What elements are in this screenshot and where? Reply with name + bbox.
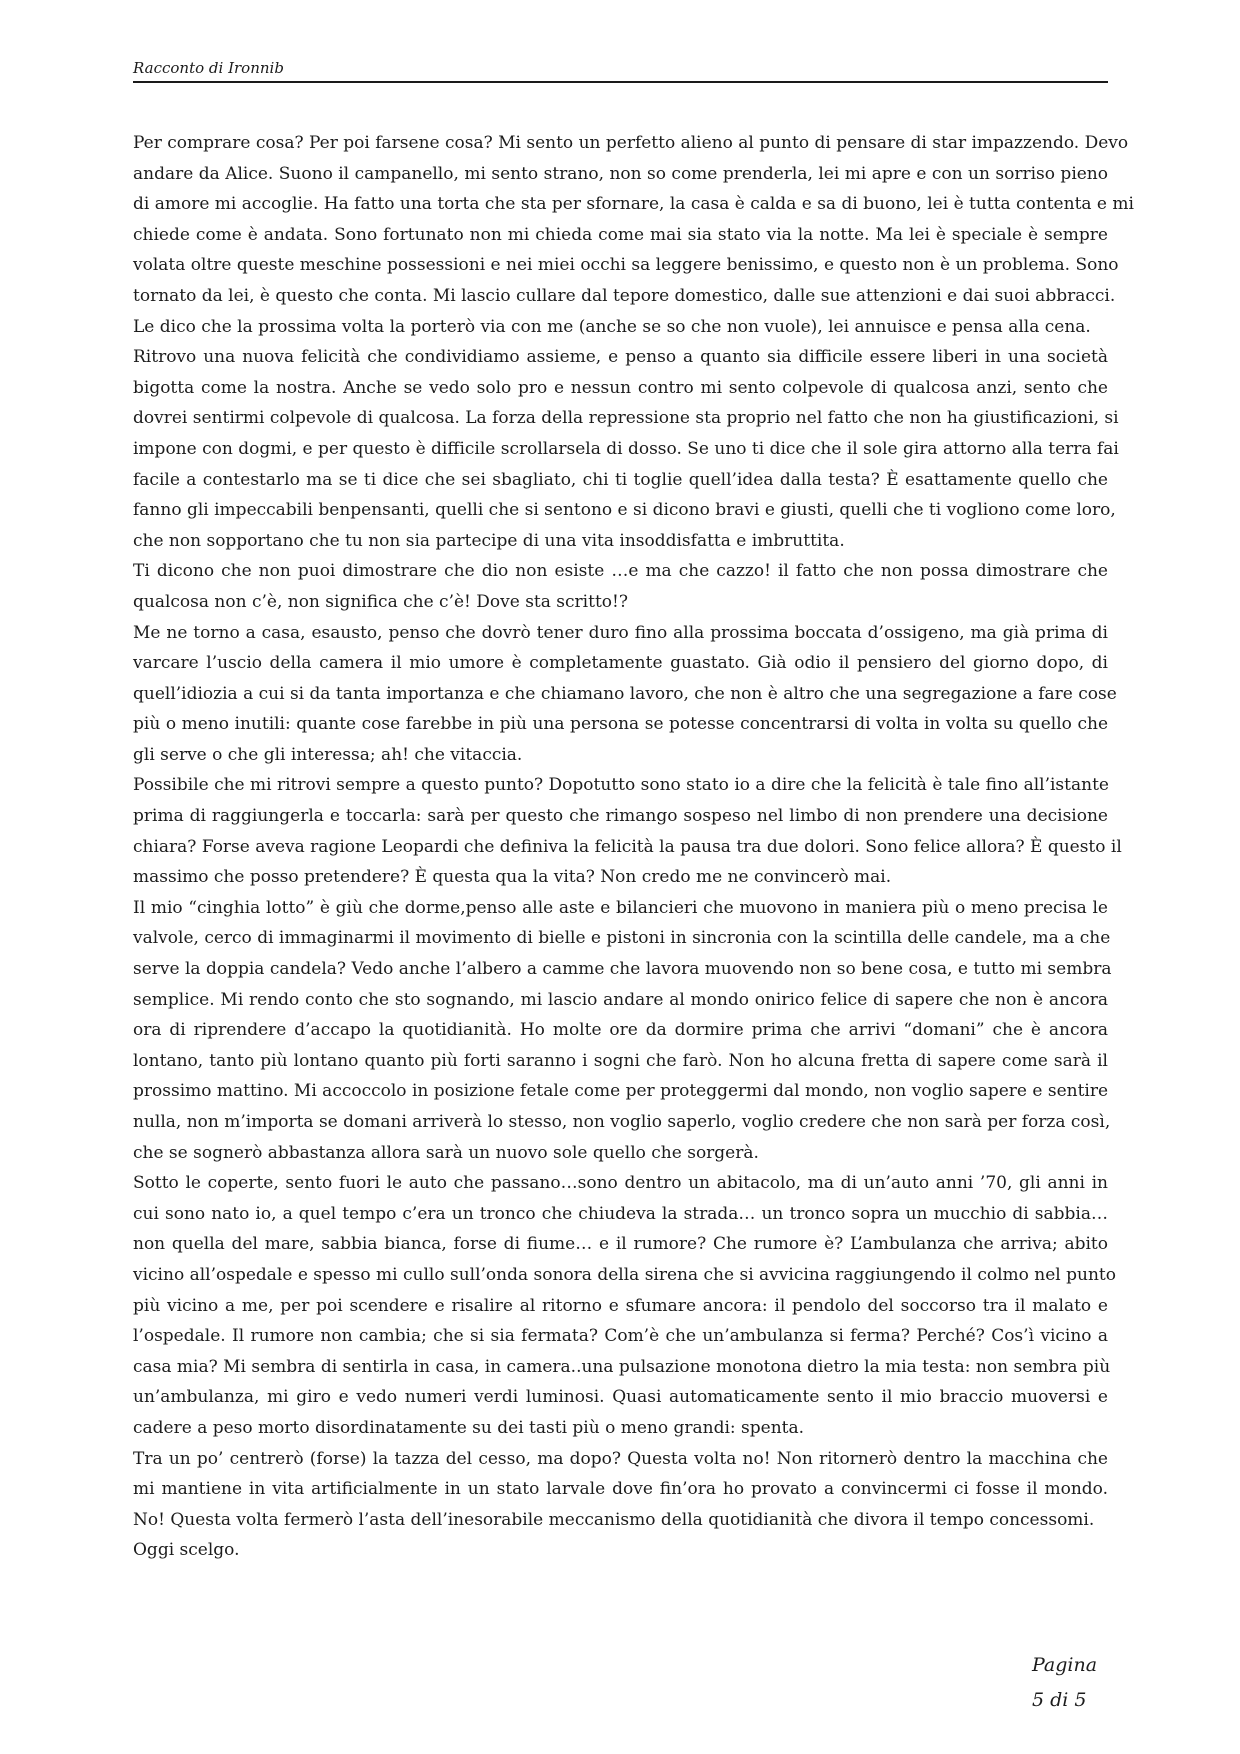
text-line: Il mio “cinghia lotto” è giù che dorme,penso alle aste e bilancieri che muovono in maniera più o meno precisa le — [133, 897, 1108, 918]
text-line: che se sognerò abbastanza allora sarà un nuovo sole quello che sorgerà. — [133, 1142, 759, 1163]
text-line: Ti dicono che non puoi dimostrare che dio non esiste …e ma che cazzo! il fatto che non possa dimostrare che — [133, 561, 1108, 582]
text-line: Possibile che mi ritrovi sempre a questo punto? Dopotutto sono stato io a dire che la felicità è tale fino all’istante — [133, 775, 1109, 796]
text-line: che non sopportano che tu non sia partecipe di una vita insoddisfatta e imbruttita. — [133, 530, 845, 551]
text-line: ora di riprendere d’accapo la quotidianità. Ho molte ore da dormire prima che arrivi “domani” che è ancora — [133, 1020, 1108, 1041]
footer-page-number: 5 di 5 — [1032, 1689, 1087, 1711]
paragraph — [133, 770, 1122, 892]
text-line: quell’idiozia a cui si da tanta importanza e che chiamano lavoro, che non è altro che una segregazione a fare cose — [133, 683, 1117, 704]
text-line: bigotta come la nostra. Anche se vedo solo pro e nessun contro mi sento colpevole di qualcosa anzi, sento che — [133, 377, 1108, 398]
paragraph — [133, 556, 1108, 617]
text-line: serve la doppia candela? Vedo anche l’albero a camme che lavora muovendo non so bene cosa, e tutto mi sembra — [133, 959, 1112, 980]
paragraph — [133, 1168, 1116, 1443]
text-line: semplice. Mi rendo conto che sto sognando, mi lascio andare al mondo onirico felice di sapere che non è ancora — [133, 989, 1108, 1010]
header-title: Racconto di Ironnib — [133, 59, 284, 77]
text-line: Oggi scelgo. — [133, 1540, 240, 1561]
text-line: volata oltre queste meschine possessioni e nei miei occhi sa leggere benissimo, e questo non è un problema. Sono — [133, 255, 1119, 276]
text-line: chiara? Forse aveva ragione Leopardi che definiva la felicità la pausa tra due dolori. Sono felice allora? È questo il — [133, 836, 1122, 857]
text-line: più o meno inutili: quante cose farebbe in più una persona se potesse concentrarsi di volta in volta su quello che — [133, 714, 1108, 735]
text-line: varcare l’uscio della camera il mio umore è completamente guastato. Già odio il pensiero del giorno dopo, di — [133, 653, 1108, 674]
text-line: qualcosa non c’è, non significa che c’è! Dove sta scritto!? — [133, 591, 628, 612]
text-line: lontano, tanto più lontano quanto più forti saranno i sogni che farò. Non ho alcuna fretta di sapere come sarà il — [133, 1050, 1108, 1071]
text-line: nulla, non m’importa se domani arriverà lo stesso, non voglio saperlo, voglio credere che non sarà per forza così, — [133, 1112, 1111, 1132]
text-line: facile a contestarlo ma se ti dice che sei sbagliato, chi ti toglie quell’idea dalla testa? È esattamente quello che — [133, 469, 1108, 490]
text-line: Per comprare cosa? Per poi farsene cosa? Mi sento un perfetto alieno al punto di pensare di star impazzendo. Devo — [133, 133, 1129, 153]
text-line: prossimo mattino. Mi accoccolo in posizione fetale come per proteggermi dal mondo, non voglio sapere e sentire — [133, 1081, 1109, 1102]
text-line: Tra un po’ centrerò (forse) la tazza del cesso, ma dopo? Questa volta no! Non ritornerò dentro la macchina che — [133, 1448, 1108, 1469]
text-line: più vicino a me, per poi scendere e risalire al ritorno e sfumare ancora: il pendolo del soccorso tra il malato e — [133, 1295, 1108, 1316]
text-line: tornato da lei, è questo che conta. Mi lascio cullare dal tepore domestico, dalle sue attenzioni e dai suoi abbracci. — [133, 285, 1116, 306]
text-line: impone con dogmi, e per questo è difficile scrollarsela di dosso. Se uno ti dice che il sole gira attorno alla terra fai — [133, 438, 1119, 459]
text-line: l’ospedale. Il rumore non cambia; che si sia fermata? Com’è che un’ambulanza si ferma? Perché? Cos’ì vicino a — [133, 1326, 1108, 1347]
text-line: cadere a peso morto disordinatamente su dei tasti più o meno grandi: spenta. — [133, 1417, 805, 1438]
page-header — [133, 58, 1108, 83]
text-line: Ritrovo una nuova felicità che condividiamo assieme, e penso a quanto sia difficile essere liberi in una società — [133, 347, 1108, 368]
text-line: chiede come è andata. Sono fortunato non mi chieda come mai sia stato via la notte. Ma lei è speciale è sempre — [133, 224, 1108, 245]
text-line: vicino all’ospedale e spesso mi cullo sull’onda sonora della sirena che si avvicina raggiungendo il colmo nel punto — [133, 1264, 1116, 1285]
text-line: valvole, cerco di immaginarmi il movimento di bielle e pistoni in sincronia con la scintilla delle candele, ma a che — [133, 928, 1111, 949]
text-line: non quella del mare, sabbia bianca, forse di fiume… e il rumore? Che rumore è? L’ambulanza che arriva; abito — [133, 1234, 1108, 1255]
page-footer — [1032, 1648, 1097, 1718]
text-line: un’ambulanza, mi giro e vedo numeri verdi luminosi. Quasi automaticamente sento il mio braccio muoversi e — [133, 1387, 1108, 1408]
text-line: Le dico che la prossima volta la porterò via con me (anche se so che non vuole), lei annuisce e pensa alla cena. — [133, 316, 1091, 337]
text-line: fanno gli impeccabili benpensanti, quelli che si sentono e si dicono bravi e giusti, quelli che ti vogliono come loro, — [133, 500, 1116, 521]
text-line: prima di raggiungerla e toccarla: sarà per questo che rimango sospeso nel limbo di non prendere una decisione — [133, 806, 1108, 827]
text-line: Me ne torno a casa, esausto, penso che dovrò tener duro fino alla prossima boccata d’ossigeno, ma già prima di — [133, 622, 1108, 643]
paragraph — [133, 128, 1134, 342]
footer-page-label: Pagina — [1032, 1654, 1098, 1676]
text-line: Sotto le coperte, sento fuori le auto che passano…sono dentro un abitacolo, ma di un’auto anni ’70, gli anni in — [133, 1173, 1108, 1194]
text-line: mi mantiene in vita artificialmente in un stato larvale dove fin’ora ho provato a convincermi ci fosse il mondo. — [133, 1479, 1108, 1500]
paragraph — [133, 1535, 1108, 1566]
paragraph — [133, 893, 1112, 1168]
text-line: cui sono nato io, a quel tempo c’era un tronco che chiudeva la strada… un tronco sopra un mucchio di sabbia… — [133, 1203, 1108, 1224]
text-line: No! Questa volta fermerò l’asta dell’inesorabile meccanismo della quotidianità che divora il tempo concessomi. — [133, 1509, 1095, 1530]
text-line: andare da Alice. Suono il campanello, mi sento strano, non so come prenderla, lei mi apre e con un sorriso pieno — [133, 163, 1108, 184]
paragraph — [133, 1444, 1108, 1536]
paragraph — [133, 618, 1117, 771]
paragraph — [133, 342, 1119, 556]
body-text — [133, 128, 1134, 1566]
text-line: gli serve o che gli interessa; ah! che vitaccia. — [133, 744, 523, 765]
text-line: massimo che posso pretendere? È questa qua la vita? Non credo me ne convincerò mai. — [133, 867, 892, 888]
text-line: casa mia? Mi sembra di sentirla in casa, in camera..una pulsazione monotona dietro la mia testa: non sembra più — [133, 1356, 1111, 1377]
text-line: dovrei sentirmi colpevole di qualcosa. La forza della repressione sta proprio nel fatto che non ha giustificazioni, si — [133, 408, 1119, 429]
text-line: di amore mi accoglie. Ha fatto una torta che sta per sfornare, la casa è calda e sa di buono, lei è tutta contenta e mi — [133, 194, 1134, 215]
